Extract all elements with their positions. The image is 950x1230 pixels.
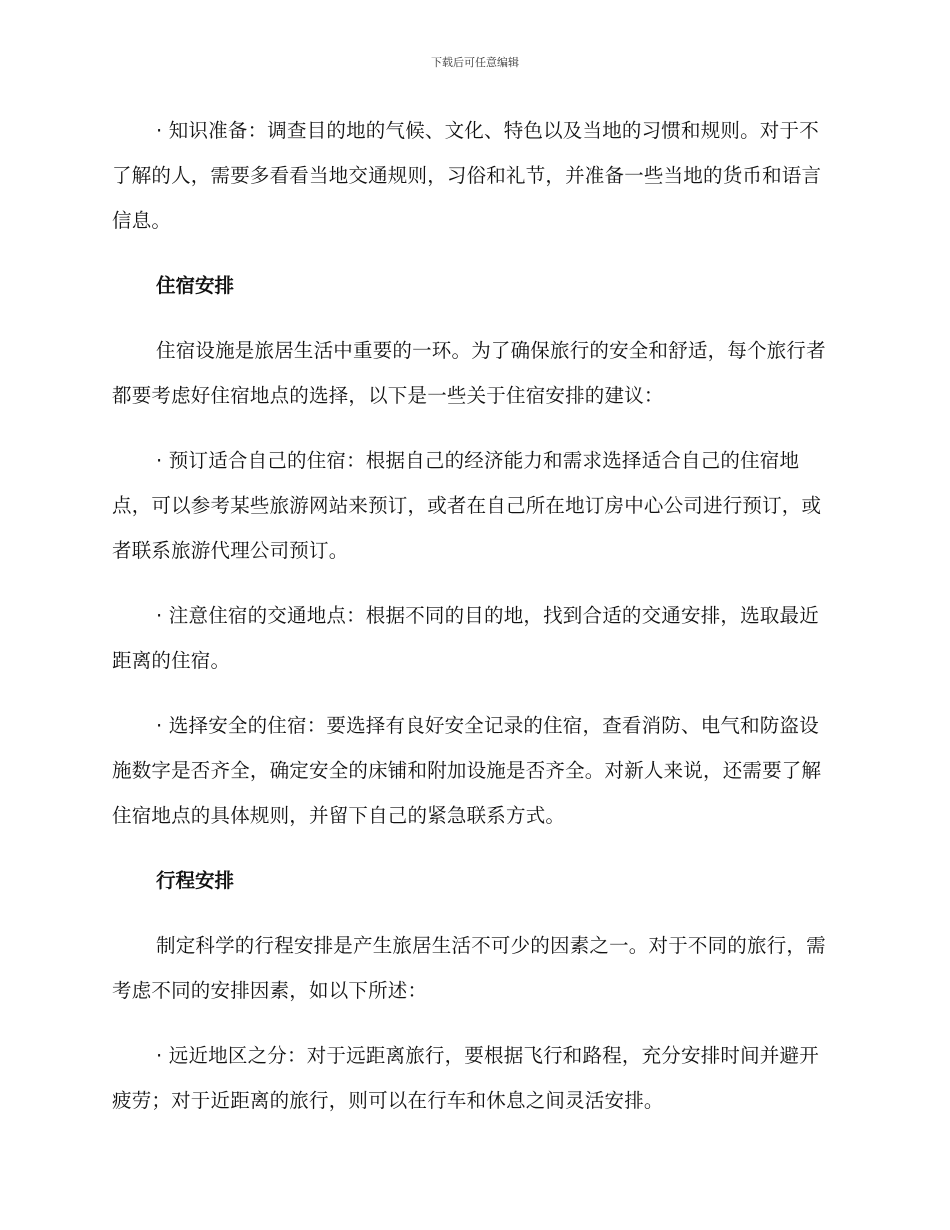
header-note: 下载后可任意编辑 [431, 56, 519, 69]
paragraph-knowledge-prep: · 知识准备：调查目的地的气候、文化、特色以及当地的习惯和规则。对于不了解的人，需要多看看当地交通规则，习俗和礼节，并准备一些当地的货币和语言信息。 [112, 119, 822, 232]
paragraph-transport-location: · 注意住宿的交通地点：根据不同的目的地，找到合适的交通安排，选取最近距离的住宿。 [112, 604, 819, 672]
heading-itinerary: 行程安排 [156, 869, 235, 892]
paragraph-distance: · 远近地区之分：对于远距离旅行，要根据飞行和路程，充分安排时间并避开疲劳；对于近距离的旅行，则可以在行车和休息之间灵活安排。 [112, 1044, 819, 1112]
paragraph-safe-lodging: · 选择安全的住宿：要选择有良好安全记录的住宿，查看消防、电气和防盗设施数字是否齐全，确定安全的床铺和附加设施是否齐全。对新人来说，还需要了解住宿地点的具体规则，并留下自己的紧急联系方式。 [112, 714, 822, 827]
heading-accommodation: 住宿安排 [156, 274, 235, 297]
paragraph-itinerary-intro: 制定科学的行程安排是产生旅居生活不可少的因素之一。对于不同的旅行，需考虑不同的安排因素，如以下所述： [112, 934, 826, 1002]
paragraph-booking: · 预订适合自己的住宿：根据自己的经济能力和需求选择适合自己的住宿地点，可以参考某些旅游网站来预订，或者在自己所在地订房中心公司进行预订，或者联系旅游代理公司预订。 [112, 449, 822, 562]
paragraph-accommodation-intro: 住宿设施是旅居生活中重要的一环。为了确保旅行的安全和舒适，每个旅行者都要考虑好住宿地点的选择，以下是一些关于住宿安排的建议： [112, 339, 826, 407]
document-body [112, 108, 832, 1143]
